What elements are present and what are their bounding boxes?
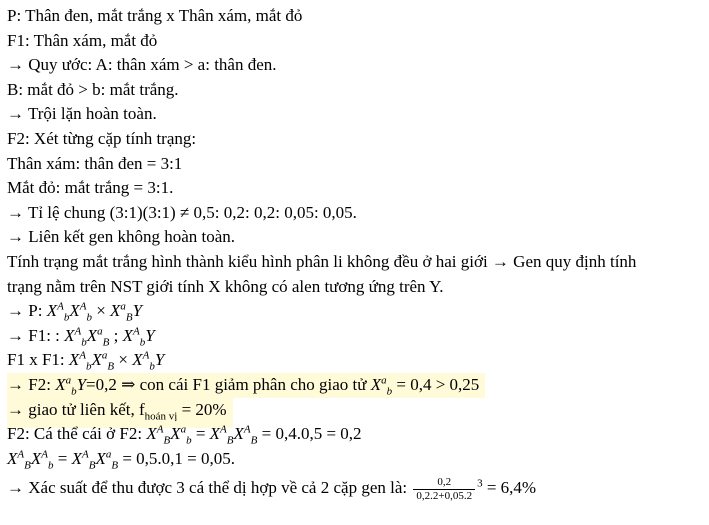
last-genotype-2: $X^A_BX^a_B$ [71, 448, 119, 472]
last-genotype-1: $X^A_BX^A_b$ [7, 448, 54, 472]
prob-denominator: 0,2.2+0,05.2 [416, 489, 473, 502]
last-result: = 0,5.0,1 = 0,05. [118, 448, 235, 468]
line-sex-linked-1: Tính trạng mắt trắng hình thành kiểu hình phân li không đều ở hai giới → Gen quy định tính [7, 251, 637, 271]
f1-prefix: → F1: : [7, 325, 65, 345]
p-cross: × [91, 301, 111, 321]
f1xf1-cross: × [114, 350, 133, 370]
p-male-genotype: $X^a_BY$ [110, 300, 143, 324]
f2f-genotype-2: $X^A_BX^A_B$ [209, 423, 258, 447]
line-frequency [7, 398, 709, 423]
line-combined-ratio: → Tỉ lệ chung (3:1)(3:1) ≠ 0,5: 0,2: 0,2: 0,05: 0,05. [7, 202, 357, 222]
line-incomplete-linkage: → Liên kết gen không hoàn toàn. [7, 227, 236, 247]
line-f1: F1: Thân xám, mắt đỏ [7, 30, 158, 50]
prob-power: 3 [477, 477, 483, 490]
prob-fraction [413, 476, 475, 503]
prob-numerator: 0,2 [413, 476, 475, 490]
line-eye-ratio: Mắt đỏ: mắt trắng = 3:1. [7, 178, 174, 198]
f2-genotype: $X^a_bY$ [55, 374, 87, 398]
line-dominance: → Trội lặn hoàn toàn. [7, 104, 157, 124]
line-f2-female [7, 422, 709, 447]
f1-male-genotype: $X^A_bY$ [122, 325, 155, 349]
prob-result: = 6,4% [486, 478, 537, 498]
line-body-ratio: Thân xám: thân đen = 3:1 [7, 153, 183, 173]
f1-sep: ; [109, 325, 123, 345]
f1-female-genotype: $X^A_bX^a_B$ [64, 325, 110, 349]
f1xf1-prefix: F1 x F1: [7, 350, 69, 370]
f2-prefix: → F2: [7, 374, 56, 394]
f2-highlight-box [7, 373, 485, 398]
f2-value: =0,2 ⇒ con cái F1 giảm phân cho giao tử [86, 374, 371, 394]
p-female-genotype: $X^A_bX^A_b$ [46, 300, 92, 324]
line-f2-highlight [7, 373, 709, 398]
p-prefix: → P: [7, 301, 47, 321]
f1xf1-male: $X^A_bY$ [132, 349, 165, 373]
freq-result: = 20% [177, 399, 227, 419]
last-eq: = [53, 448, 72, 468]
line-f1-genotype [7, 324, 709, 349]
freq-sub: hoán vị [144, 409, 178, 422]
line-probability [7, 471, 709, 505]
f2-gamete: $X^a_b$ [370, 374, 393, 398]
f2-result: = 0,4 > 0,25 [392, 374, 480, 394]
f1xf1-female: $X^A_bX^a_B$ [68, 349, 115, 373]
line-last-eq [7, 447, 709, 472]
line-f2-heading: F2: Xét từng cặp tính trạng: [7, 128, 197, 148]
line-sex-linked-2: trạng nằm trên NST giới tính X không có alen tương ứng trên Y. [7, 276, 444, 296]
f2f-result: = 0,4.0,5 = 0,2 [257, 424, 362, 444]
f2f-genotype-1: $X^A_BX^a_b$ [146, 423, 192, 447]
line-convention-b: B: mắt đỏ > b: mắt trắng. [7, 79, 179, 99]
line-convention-a: → Quy ước: A: thân xám > a: thân đen. [7, 55, 277, 75]
f2f-prefix: F2: Cá thể cái ở F2: [7, 424, 147, 444]
freq-prefix: → giao tử liên kết, f [7, 399, 145, 419]
line-f1xf1 [7, 348, 709, 373]
f2f-eq: = [191, 424, 210, 444]
line-p-genotype [7, 299, 709, 324]
prob-prefix: → Xác suất để thu được 3 cá thể dị hợp về cả 2 cặp gen là: [7, 478, 412, 498]
line-p: P: Thân đen, mắt trắng x Thân xám, mắt đỏ [7, 6, 303, 25]
